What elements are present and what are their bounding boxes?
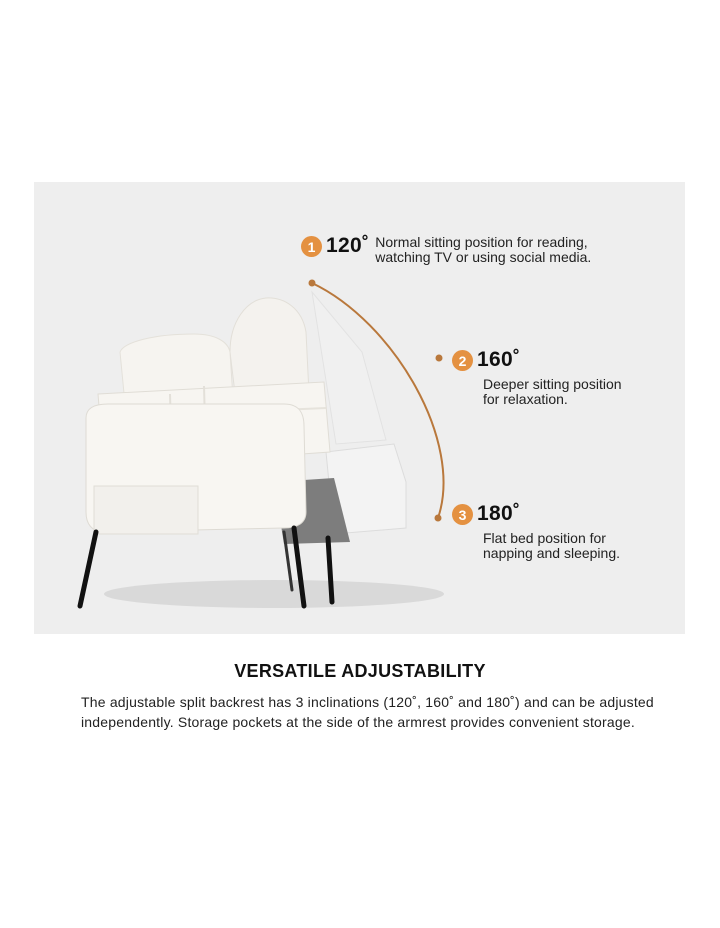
option-description-line: Normal sitting position for reading, <box>375 234 588 250</box>
option-number-badge: 1 <box>301 236 322 257</box>
option-160-description <box>483 377 622 407</box>
section-description: The adjustable split backrest has 3 inclinations (120˚, 160˚ and 180˚) and can be adjusted independently. Storage pockets at the side of the armrest provides convenient storage. <box>81 694 654 730</box>
option-description-line: Deeper sitting position <box>483 376 622 392</box>
section-heading: VERSATILE ADJUSTABILITY <box>234 661 486 681</box>
option-180-description <box>483 531 620 561</box>
option-number-badge: 3 <box>452 504 473 525</box>
option-number-badge: 2 <box>452 350 473 371</box>
option-description <box>375 235 591 265</box>
option-description-line: for relaxation. <box>483 391 568 407</box>
option-description-line: napping and sleeping. <box>483 545 621 561</box>
option-160 <box>452 348 520 372</box>
option-180 <box>452 502 520 526</box>
arc-point-120 <box>309 280 316 287</box>
product-image-panel <box>34 182 685 634</box>
option-description-line: Flat bed position for <box>483 530 606 546</box>
option-description-line: watching TV or using social media. <box>375 249 592 265</box>
arc-point-180 <box>435 515 442 522</box>
option-angle: 180˚ <box>477 502 521 525</box>
option-angle: 160˚ <box>477 348 521 371</box>
option-120 <box>301 234 591 265</box>
option-angle: 120˚ <box>326 234 370 257</box>
arc-point-160 <box>436 355 443 362</box>
